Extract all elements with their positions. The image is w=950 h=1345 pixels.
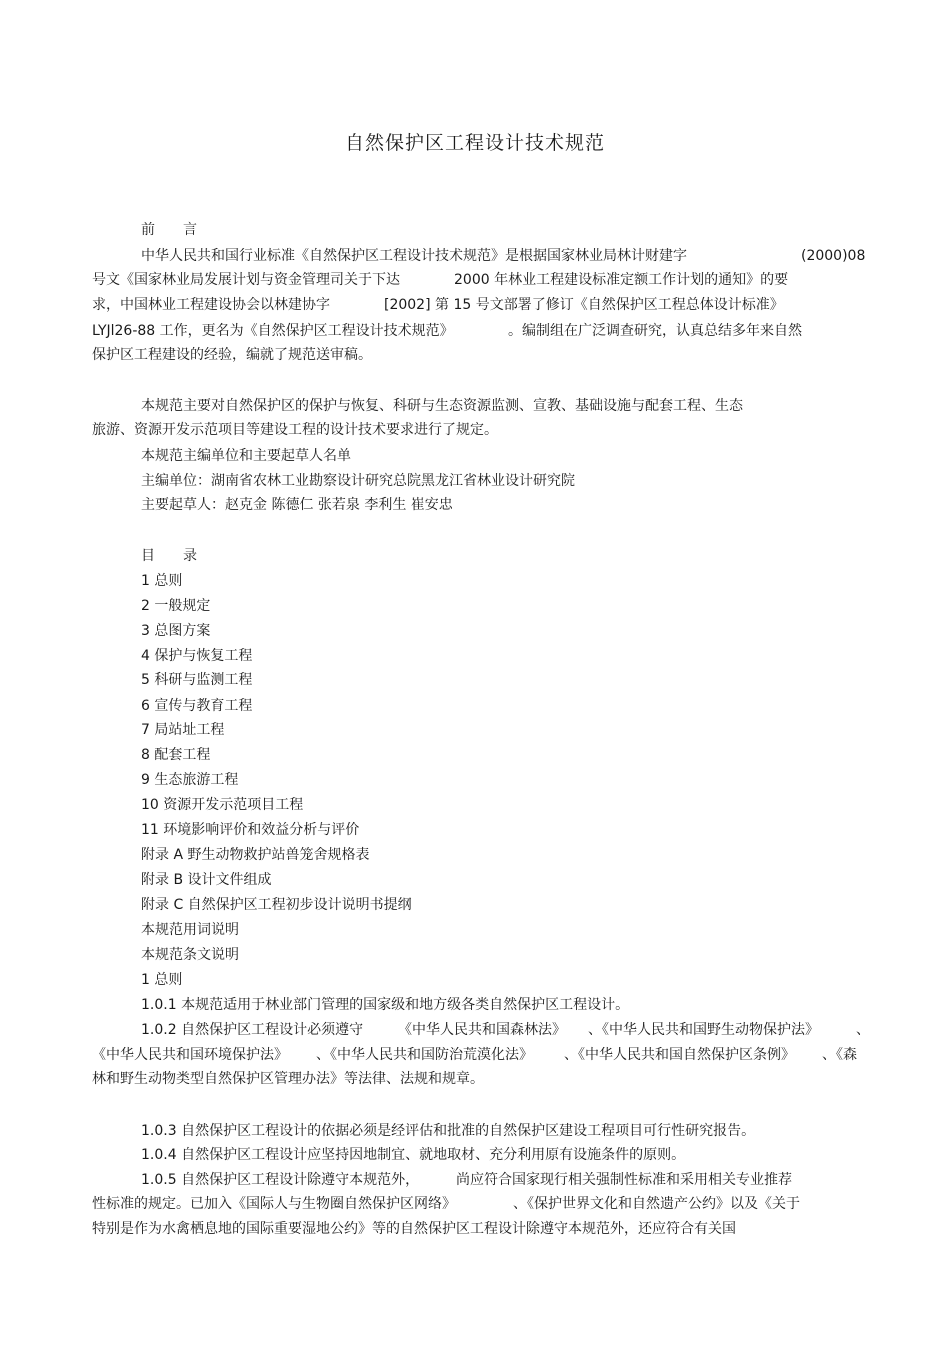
clause-1-0-1: 1.0.1 本规范适用于林业部门管理的国家级和地方级各类自然保护区工程设计。 xyxy=(141,997,630,1013)
preface-line-4: LYJl26-88 工作，更名为《自然保护区工程设计技术规范》 xyxy=(92,323,454,339)
toc-item: 5 科研与监测工程 xyxy=(141,672,253,688)
clause-1-0-5-line-3: 特别是作为水禽栖息地的国际重要湿地公约》等的自然保护区工程设计除遵守本规范外，还应符合有关国 xyxy=(92,1221,736,1237)
toc-heading: 目 录 xyxy=(141,548,197,564)
preface-line-1 xyxy=(141,246,687,266)
section-heading: 1 总则 xyxy=(141,972,183,988)
preface-line-2-tail: 2000 年林业工程建设标准定额工作计划的通知》的要 xyxy=(454,272,789,288)
toc-item: 附录 B 设计文件组成 xyxy=(141,872,272,888)
toc-item: 2 一般规定 xyxy=(141,598,211,614)
clause-1-0-2-law: 、《中华人民共和国野生动物保护法》 xyxy=(588,1022,819,1038)
clause-1-0-5-line-2: 性标准的规定。已加入《国际人与生物圈自然保护区网络》 xyxy=(92,1196,456,1212)
preface-text-segment: 中华人民共和国行业标准《自然保护区工程设计技术规范》是根据国家林业局林计财建字 xyxy=(141,248,687,264)
toc-item: 本规范用词说明 xyxy=(141,922,239,938)
toc-item: 10 资源开发示范项目工程 xyxy=(141,797,304,813)
toc-item: 7 局站址工程 xyxy=(141,722,225,738)
toc-item: 9 生态旅游工程 xyxy=(141,772,239,788)
chief-editor-units: 主编单位：湖南省农林工业勘察设计研究总院黑龙江省林业设计研究院 xyxy=(141,473,575,489)
scope-line-2: 旅游、资源开发示范项目等建设工程的设计技术要求进行了规定。 xyxy=(92,422,498,438)
document-title: 自然保护区工程设计技术规范 xyxy=(344,132,605,154)
drafters-heading: 本规范主编单位和主要起草人名单 xyxy=(141,448,351,464)
toc-item: 本规范条文说明 xyxy=(141,947,239,963)
preface-heading: 前 言 xyxy=(141,222,197,238)
toc-item: 6 宣传与教育工程 xyxy=(141,698,253,714)
scope-line-1: 本规范主要对自然保护区的保护与恢复、科研与生态资源监测、宣教、基础设施与配套工程、生态 xyxy=(141,398,743,414)
clause-1-0-2-law: 、《中华人民共和国自然保护区条例》 xyxy=(564,1047,795,1063)
clause-1-0-4: 1.0.4 自然保护区工程设计应坚持因地制宜、就地取材、充分利用原有设施条件的原则。 xyxy=(141,1147,686,1163)
clause-1-0-2-law: 《中华人民共和国环境保护法》 xyxy=(92,1047,288,1063)
toc-item: 4 保护与恢复工程 xyxy=(141,648,253,664)
clause-1-0-2-sep: 、 xyxy=(856,1022,870,1038)
preface-line-5: 保护区工程建设的经验，编就了规范送审稿。 xyxy=(92,347,372,363)
clause-1-0-5-line-1-tail: 尚应符合国家现行相关强制性标准和采用相关专业推荐 xyxy=(456,1172,792,1188)
main-drafters: 主要起草人：赵克金 陈德仁 张若泉 李利生 崔安忠 xyxy=(141,497,453,513)
clause-1-0-2-line-1: 1.0.2 自然保护区工程设计必须遵守 xyxy=(141,1022,364,1038)
toc-item: 1 总则 xyxy=(141,573,183,589)
clause-1-0-2-line-3: 林和野生动物类型自然保护区管理办法》等法律、法规和规章。 xyxy=(92,1071,484,1087)
toc-item: 附录 C 自然保护区工程初步设计说明书提纲 xyxy=(141,897,412,913)
clause-1-0-2-law: 、《中华人民共和国防治荒漠化法》 xyxy=(316,1047,533,1063)
preface-line-2: 号文《国家林业局发展计划与资金管理司关于下达 xyxy=(92,272,400,288)
clause-1-0-3: 1.0.3 自然保护区工程设计的依据必须是经评估和批准的自然保护区建设工程项目可行性研究报告。 xyxy=(141,1123,756,1139)
preface-line-1-tail: (2000)08 xyxy=(801,248,866,264)
toc-item: 3 总图方案 xyxy=(141,623,211,639)
toc-item: 11 环境影响评价和效益分析与评价 xyxy=(141,822,360,838)
clause-1-0-5-line-2-tail: 、《保护世界文化和自然遗产公约》以及《关于 xyxy=(513,1196,800,1212)
clause-1-0-2-law: 《中华人民共和国森林法》 xyxy=(398,1022,566,1038)
toc-item: 附录 A 野生动物救护站兽笼舍规格表 xyxy=(141,847,370,863)
preface-line-3: 求，中国林业工程建设协会以林建协字 xyxy=(92,297,330,313)
preface-line-4-tail: 。编制组在广泛调查研究，认真总结多年来自然 xyxy=(508,323,802,339)
preface-line-3-tail: [2002] 第 15 号文部署了修订《自然保护区工程总体设计标准》 xyxy=(384,297,784,313)
toc-item: 8 配套工程 xyxy=(141,747,211,763)
clause-1-0-2-law: 、《森 xyxy=(822,1047,857,1063)
clause-1-0-5-line-1: 1.0.5 自然保护区工程设计除遵守本规范外， xyxy=(141,1172,420,1188)
